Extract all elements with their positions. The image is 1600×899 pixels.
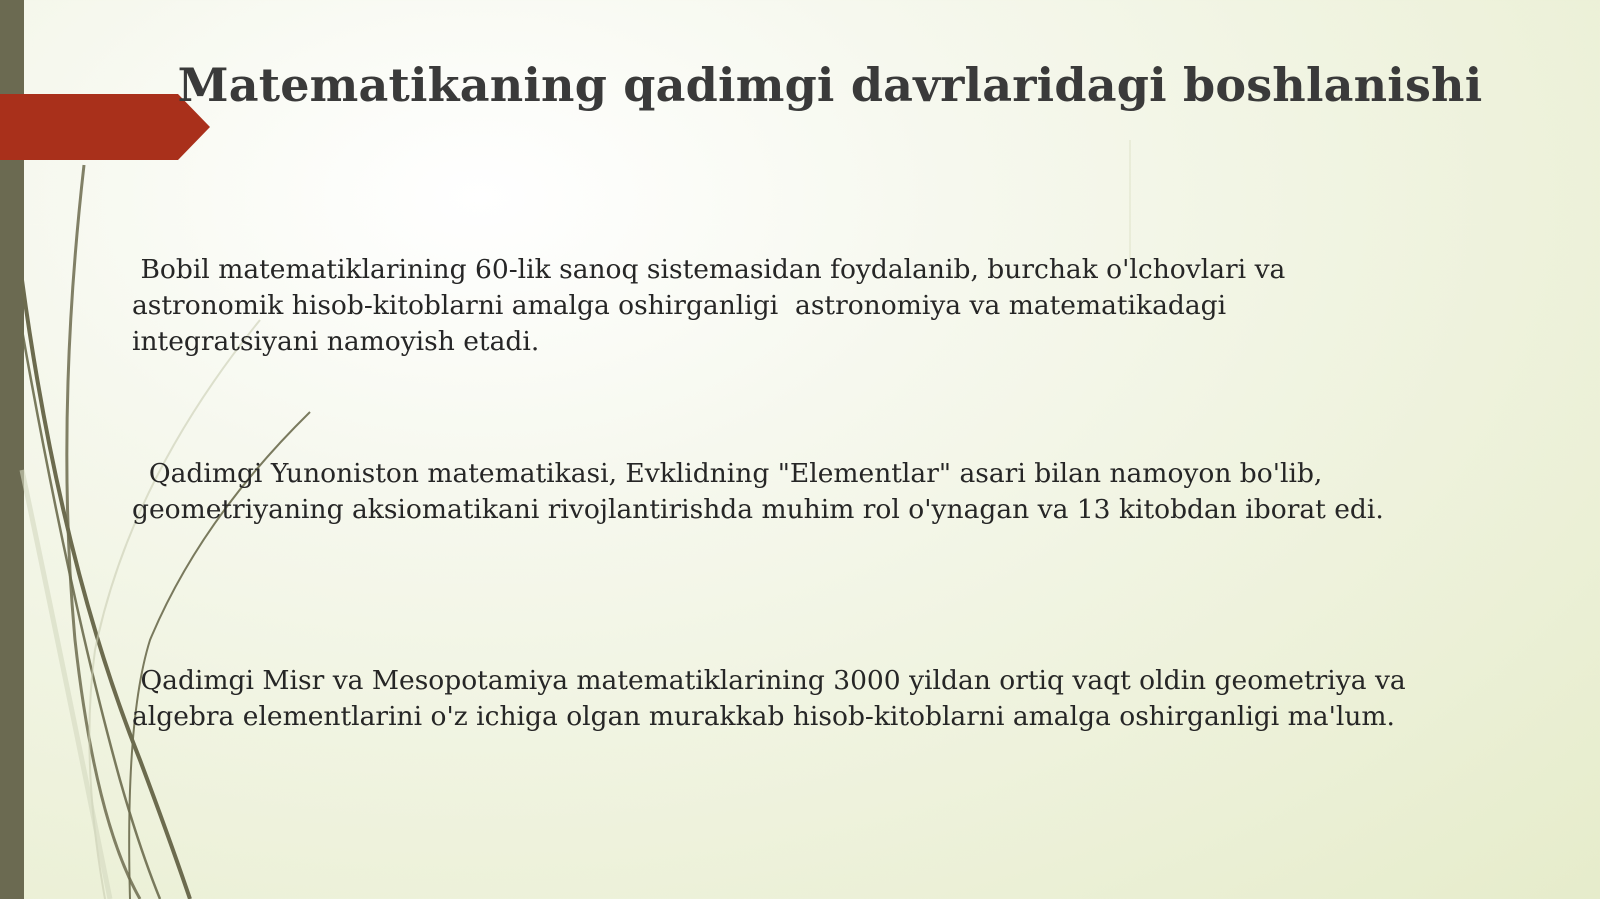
paragraph-greece: Qadimgi Yunoniston matematikasi, Evklidning "Elementlar" asari bilan namoyon bo'lib, geometriyaning aksiomatikani rivojlantirishda muhim rol o'ynagan va 13 kitobdan iborat edi. <box>132 458 1384 525</box>
slide-title: Matematikaning qadimgi davrlaridagi boshlanishi <box>177 58 1483 112</box>
paragraph-egypt-mesopotamia: Qadimgi Misr va Mesopotamiya matematiklarining 3000 yildan ortiq vaqt oldin geometriya va algebra elementlarini o'z ichiga olgan murakkab hisob-kitoblarni amalga oshirganligi ma'lum. <box>132 665 1406 732</box>
paragraph-babylon: Bobil matematiklarining 60-lik sanoq sistemasidan foydalanib, burchak o'lchovlari va astronomik hisob-kitoblarni amalga oshirganligi astronomiya va matematikadagi integratsiyani namoyish etadi. <box>132 254 1286 357</box>
